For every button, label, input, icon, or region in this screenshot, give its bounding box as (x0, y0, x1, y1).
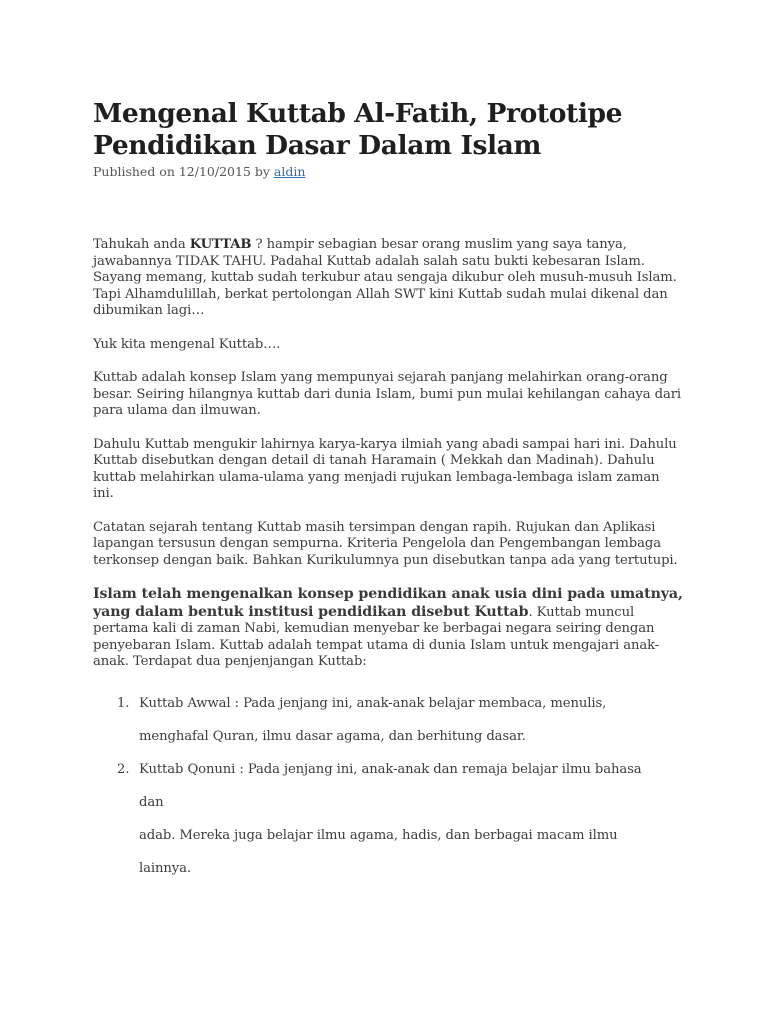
paragraph: Catatan sejarah tentang Kuttab masih tersimpan dengan rapih. Rujukan dan Aplikasi lapangan tersusun dengan sempurna. Kriteria Pengelola dan Pengembangan lembaga terkonsep dengan baik. Bahkan Kurikulumnya pun disebutkan tanpa ada yang tertutupi. (93, 519, 678, 568)
keyword-kuttab: KUTTAB (189, 237, 252, 252)
author-link[interactable]: aldin (273, 164, 306, 179)
article-body (93, 237, 683, 885)
article (93, 98, 683, 885)
highlight-bold: Islam telah mengenalkan konsep pendidikan anak usia dini pada umatnya, yang dalam bentuk institusi pendidikan disebut Kuttab (93, 586, 683, 620)
intro-paragraph: Tahukah anda KUTTAB ? hampir sebagian besar orang muslim yang saya tanya, jawabannya TIDAK TAHU. Padahal Kuttab adalah salah satu bukti kebesaran Islam. Sayang memang, kuttab sudah terkubur atau sengaja dikubur oleh musuh-musuh Islam. (93, 237, 677, 285)
intro-paragraph-continued: Tapi Alhamdulillah, berkat pertolongan Allah SWT kini Kuttab sudah mulai dikenal dan dibumikan lagi… (93, 286, 668, 318)
publish-meta (93, 164, 683, 180)
kuttab-levels-list (93, 687, 683, 885)
page-title: Mengenal Kuttab Al-Fatih, Prototipe Pendidikan Dasar Dalam Islam (93, 98, 623, 161)
list-item: 1. Kuttab Awwal : Pada jenjang ini, anak-anak belajar membaca, menulis, menghafal Quran, ilmu dasar agama, dan berhitung dasar. (117, 695, 607, 744)
list-item: 2. Kuttab Qonuni : Pada jenjang ini, anak-anak dan remaja belajar ilmu bahasa dan adab. Mereka juga belajar ilmu agama, hadis, dan berbagai macam ilmu lainnya. (117, 761, 642, 876)
highlight-paragraph: Islam telah mengenalkan konsep pendidikan anak usia dini pada umatnya, yang dalam bentuk institusi pendidikan disebut Kuttab. Kuttab muncul pertama kali di zaman Nabi, kemudian menyebar ke berbagai negara seiring dengan penyebaran Islam. Kuttab adalah tempat utama di dunia Islam untuk mengajari anak-anak. Terdapat dua penjenjangan Kuttab: (93, 586, 683, 669)
publish-date: Published on 12/10/2015 by (93, 164, 274, 179)
paragraph: Yuk kita mengenal Kuttab…. (93, 336, 281, 352)
paragraph: Kuttab adalah konsep Islam yang mempunyai sejarah panjang melahirkan orang-orang besar. Seiring hilangnya kuttab dari dunia Islam, bumi pun mulai kehilangan cahaya dari para ulama dan ilmuwan. (93, 370, 682, 418)
paragraph: Dahulu Kuttab mengukir lahirnya karya-karya ilmiah yang abadi sampai hari ini. Dahulu Kuttab disebutkan dengan detail di tanah Haramain ( Mekkah dan Madinah). Dahulu kuttab melahirkan ulama-ulama yang menjadi rujukan lembaga-lembaga islam zaman ini. (93, 436, 677, 501)
